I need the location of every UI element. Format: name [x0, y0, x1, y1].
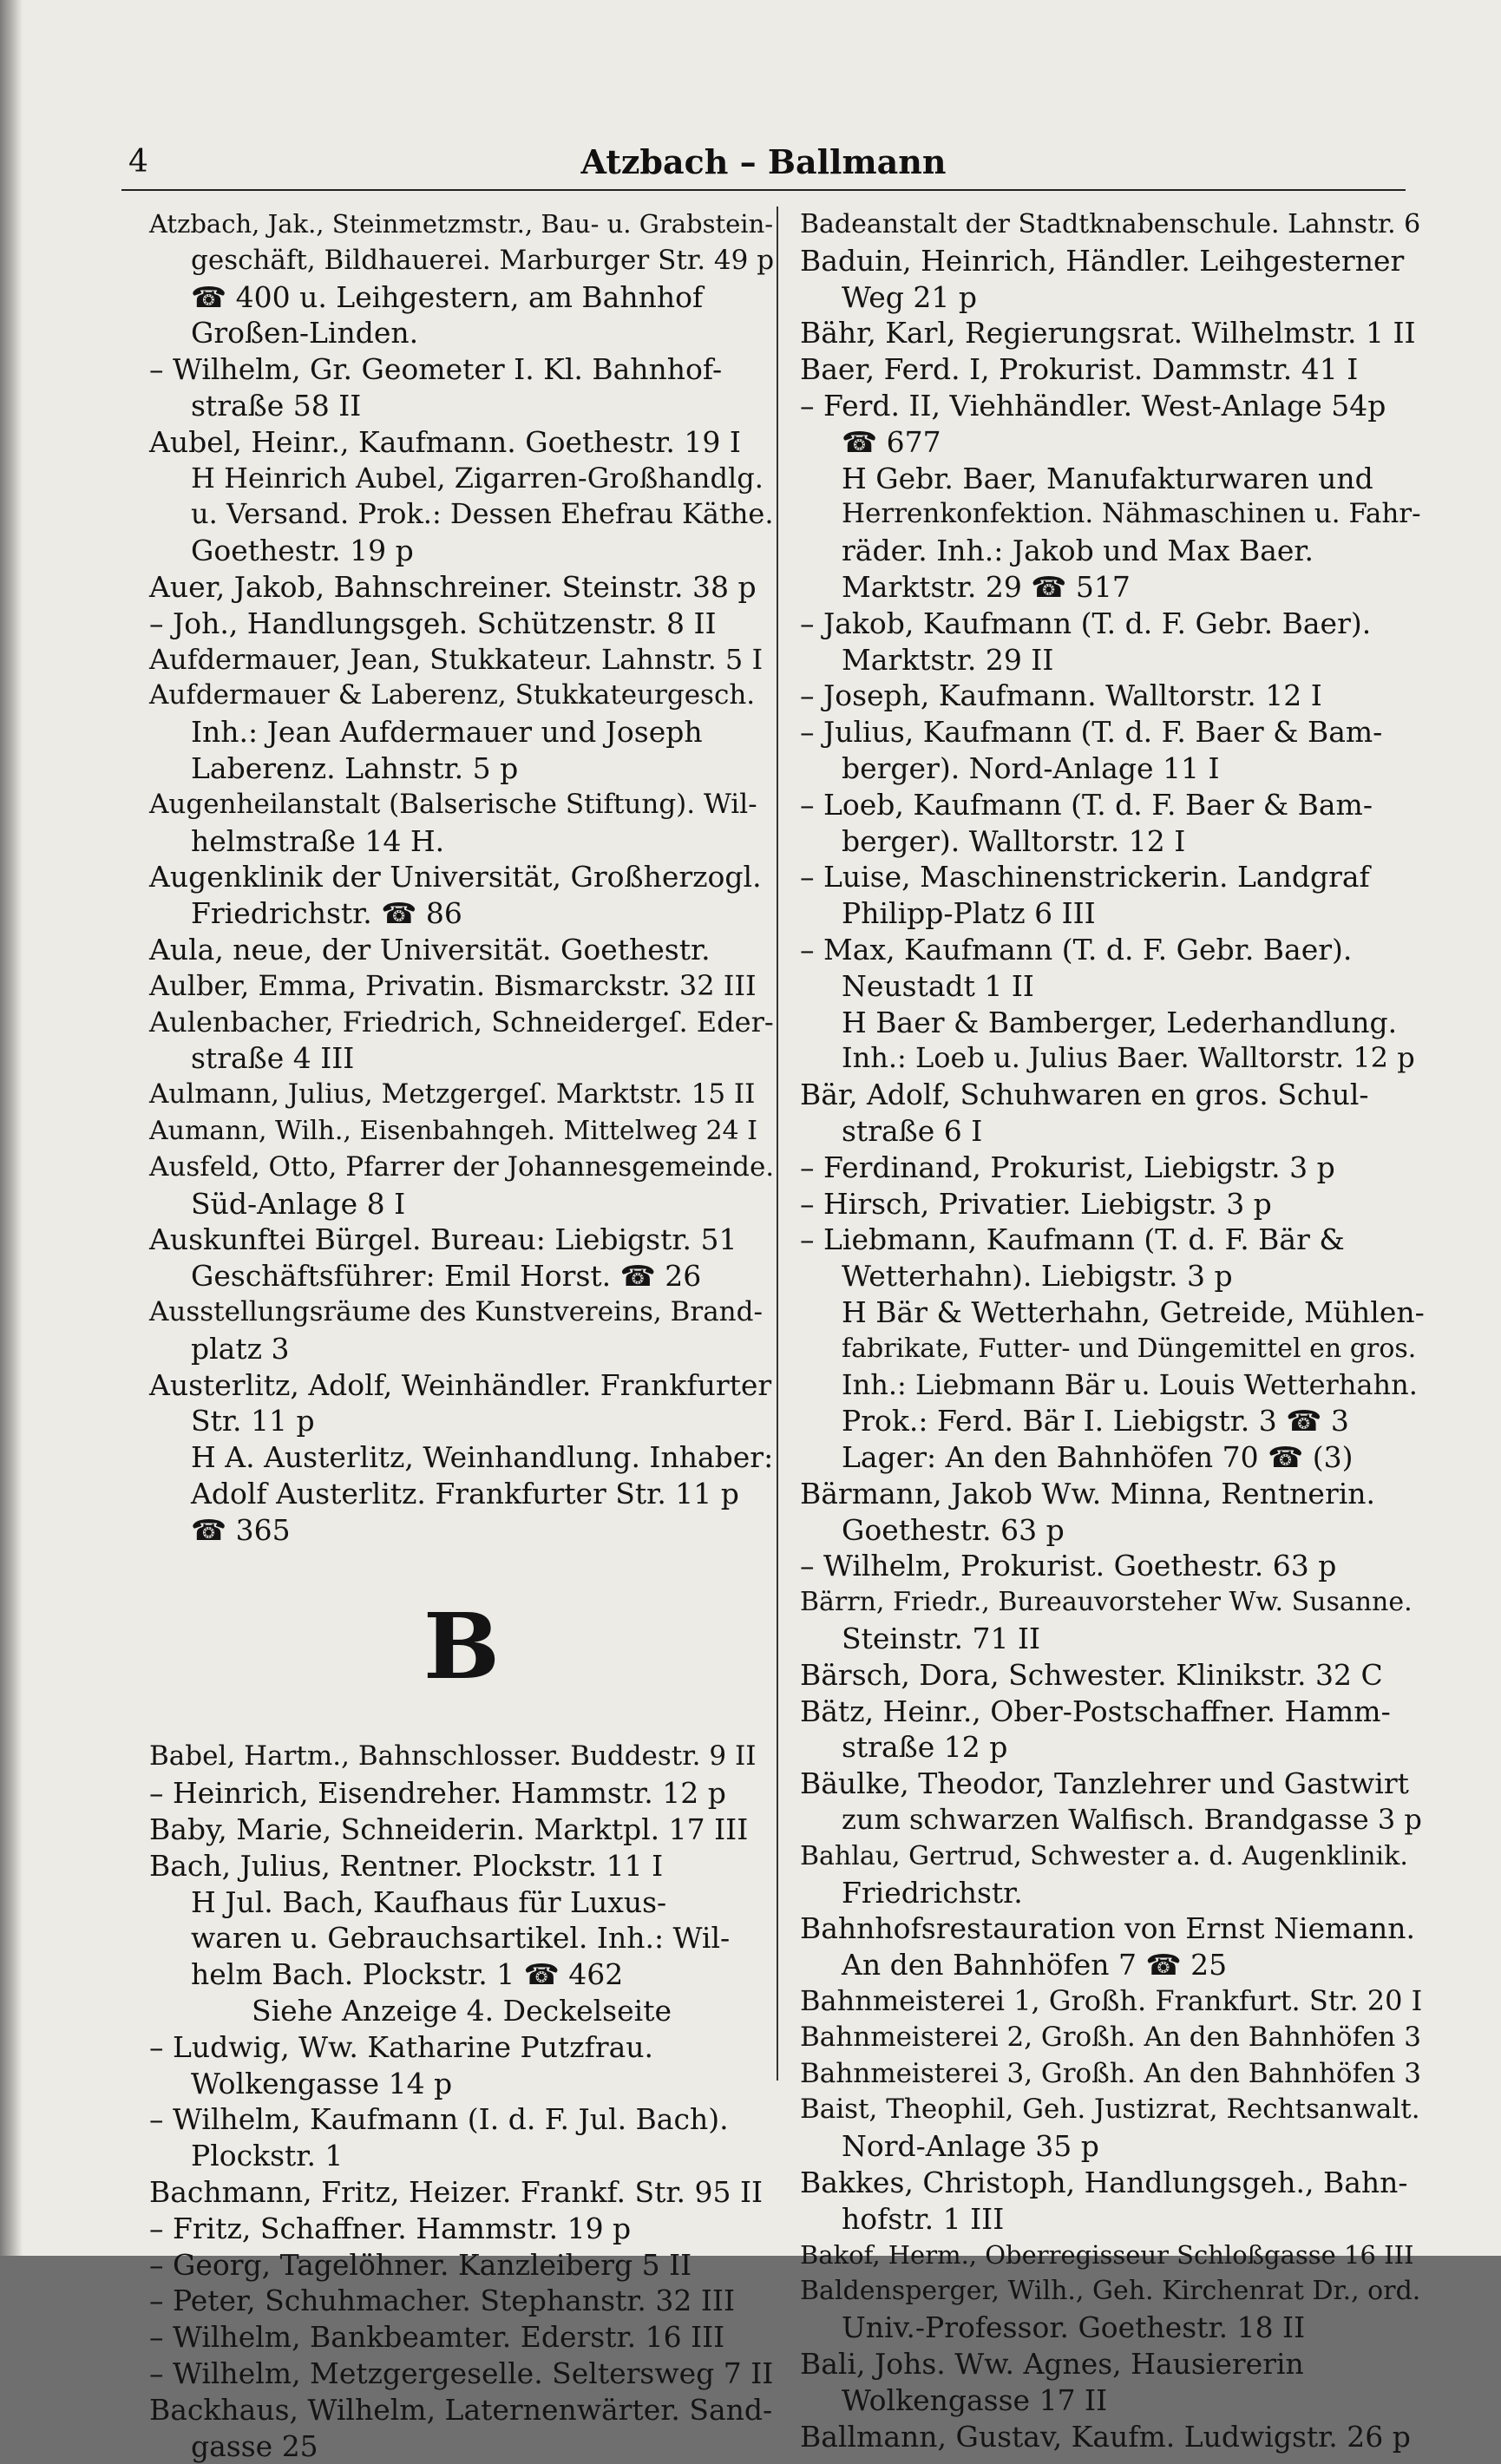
directory-entry-line: – Wilhelm, Prokurist. Goethestr. 63 p [800, 1549, 1337, 1583]
directory-entry-line: – Georg, Tagelöhner. Kanzleiberg 5 II [149, 2247, 692, 2282]
directory-entry-line: straße 4 III [191, 1041, 355, 1076]
directory-entry-line: Aulber, Emma, Privatin. Bismarckstr. 32 III [149, 968, 757, 1002]
directory-entry-line: Bali, Johs. Ww. Agnes, Hausiererin [800, 2347, 1304, 2382]
directory-entry-line: – Peter, Schuhmacher. Stephanstr. 32 III [149, 2284, 735, 2318]
directory-entry-line: Aulenbacher, Friedrich, Schneidergeſ. Eder- [149, 1005, 774, 1039]
directory-entry-line: Bakkes, Christoph, Handlungsgeh., Bahn- [800, 2166, 1408, 2200]
directory-entry-line: Univ.-Professor. Goethestr. 18 II [842, 2310, 1306, 2345]
directory-entry-line: helmstraße 14 H. [191, 823, 445, 858]
directory-entry-line: Plockstr. 1 [191, 2139, 344, 2173]
directory-entry-line: helm Bach. Plockstr. 1 ☎ 462 [191, 1957, 624, 1992]
directory-entry-line: An den Bahnhöfen 7 ☎ 25 [842, 1948, 1228, 1982]
directory-entry-line: Marktstr. 29 II [842, 642, 1054, 677]
left-column [149, 206, 774, 2464]
directory-entry-line: Herrenkonfektion. Nähmaschinen u. Fahr- [842, 498, 1421, 530]
directory-entry-line: Wolkengasse 14 p [191, 2066, 453, 2100]
directory-entry-line: Aulmann, Julius, Metzgergeſ. Marktstr. 15 II [149, 1078, 756, 1111]
directory-entry-line: Baby, Marie, Schneiderin. Marktpl. 17 III [149, 1812, 749, 1847]
directory-entry-line: Laberenz. Lahnstr. 5 p [191, 750, 519, 785]
directory-entry-line: waren u. Gebrauchsartikel. Inh.: Wil- [191, 1921, 731, 1956]
directory-entry-line: – Ludwig, Ww. Katharine Putzfrau. [149, 2029, 654, 2064]
directory-entry-line: ☎ 677 [842, 424, 941, 459]
running-head: Atzbach – Ballmann [580, 142, 947, 181]
directory-entry-line: H Jul. Bach, Kaufhaus für Luxus- [191, 1884, 667, 1919]
directory-entry-line: u. Versand. Prok.: Dessen Ehefrau Käthe. [191, 497, 774, 531]
directory-entry-line: – Luise, Maschinenstrickerin. Landgraf [800, 860, 1370, 895]
directory-entry-line: hofstr. 1 III [842, 2201, 1005, 2236]
directory-entry-line: straße 12 p [842, 1730, 1008, 1765]
directory-entry-line: Bär, Adolf, Schuhwaren en gros. Schul- [800, 1078, 1369, 1112]
directory-entry-line: Wetterhahn). Liebigstr. 3 p [842, 1259, 1233, 1294]
directory-entry-line: Bachmann, Fritz, Heizer. Frankf. Str. 95 II [149, 2175, 764, 2210]
directory-entry-line: Lager: An den Bahnhöfen 70 ☎ (3) [842, 1440, 1354, 1475]
directory-entry-line: Austerlitz, Adolf, Weinhändler. Frankfurter [149, 1367, 772, 1402]
directory-entry-line: Neustadt 1 II [842, 968, 1034, 1003]
directory-entry-line: Bärmann, Jakob Ww. Minna, Rentnerin. [800, 1476, 1376, 1511]
directory-entry-line: straße 58 II [191, 388, 362, 423]
directory-entry-line: ☎ 365 [191, 1512, 291, 1547]
directory-entry-line: räder. Inh.: Jakob und Max Baer. [842, 534, 1314, 568]
directory-entry-line: – Ferd. II, Viehhändler. West-Anlage 54p [800, 388, 1386, 423]
entries-a-group [149, 206, 774, 1548]
directory-entry-line: Bahnmeisterei 2, Großh. An den Bahnhöfen 3 [800, 2021, 1421, 2053]
directory-entry-line: Großen-Linden. [191, 316, 419, 351]
directory-entry-line: – Heinrich, Eisendreher. Hammstr. 12 p [149, 1776, 726, 1811]
directory-entry-line: Badeanstalt der Stadtknabenschule. Lahnstr. 6 [800, 209, 1421, 239]
directory-entry-line: Augenheilanstalt (Balserische Stiftung). Wil- [149, 788, 757, 820]
directory-entry-line: – Hirsch, Privatier. Liebigstr. 3 p [800, 1186, 1272, 1221]
directory-entry-line: ☎ 400 u. Leihgestern, am Bahnhof [191, 279, 704, 314]
directory-entry-line: – Joh., Handlungsgeh. Schützenstr. 8 II [149, 606, 717, 640]
directory-entry-line: – Joseph, Kaufmann. Walltorstr. 12 I [800, 678, 1322, 713]
directory-entry-line: H Baer & Bamberger, Lederhandlung. [842, 1005, 1398, 1039]
directory-entry-line: Goethestr. 63 p [842, 1512, 1065, 1547]
directory-entry-line: Ballmann, Gustav, Kaufm. Ludwigstr. 26 p [800, 2419, 1411, 2454]
directory-entry-line: Baer, Ferd. I, Prokurist. Dammstr. 41 I [800, 352, 1359, 387]
directory-entry-line: Bach, Julius, Rentner. Plockstr. 11 I [149, 1848, 664, 1883]
directory-entry-line: Ausfeld, Otto, Pfarrer der Johannesgemeinde. [149, 1150, 775, 1183]
directory-entry-line: Baduin, Heinrich, Händler. Leihgesterner [800, 243, 1405, 278]
directory-entry-line: Bahnmeisterei 3, Großh. An den Bahnhöfen 3 [800, 2057, 1421, 2089]
entries-right-group [800, 206, 1425, 2454]
directory-entry-line: Goethestr. 19 p [191, 534, 414, 568]
directory-entry-line: H A. Austerlitz, Weinhandlung. Inhaber: [191, 1440, 774, 1475]
directory-entry-line: Backhaus, Wilhelm, Laternenwärter. Sand- [149, 2392, 773, 2427]
directory-entry-line: Babel, Hartm., Bahnschlosser. Buddestr. 9 II [149, 1740, 757, 1773]
directory-entry-line: H Gebr. Baer, Manufakturwaren und [842, 461, 1373, 495]
column-divider [777, 206, 778, 2081]
directory-entry-line: Friedrichstr. [842, 1875, 1023, 1910]
directory-entry-line: – Max, Kaufmann (T. d. F. Gebr. Baer). [800, 932, 1353, 967]
directory-entry-line: Bahnmeisterei 1, Großh. Frankfurt. Str. 20 I [800, 1984, 1423, 2018]
directory-entry-line: H Heinrich Aubel, Zigarren-Großhandlg. [191, 461, 764, 495]
directory-entry-line: Bähr, Karl, Regierungsrat. Wilhelmstr. 1 II [800, 316, 1416, 351]
directory-entry-line: Bakof, Herm., Oberregisseur Schloßgasse 16 III [800, 2239, 1414, 2270]
directory-entry-line: Marktstr. 29 ☎ 517 [842, 569, 1131, 604]
directory-entry-line: Bärsch, Dora, Schwester. Klinikstr. 32 C [800, 1657, 1383, 1692]
directory-entry-line: berger). Walltorstr. 12 I [842, 823, 1186, 858]
directory-entry-line: – Wilhelm, Bankbeamter. Ederstr. 16 III [149, 2320, 725, 2355]
directory-entry-line: Bahnhofsrestauration von Ernst Niemann. [800, 1911, 1415, 1946]
page-number: 4 [128, 144, 148, 180]
directory-entry-line: Prok.: Ferd. Bär I. Liebigstr. 3 ☎ 3 [842, 1404, 1349, 1438]
directory-entry-line: Philipp-Platz 6 III [842, 896, 1096, 931]
directory-entry-line: Geschäftsführer: Emil Horst. ☎ 26 [191, 1259, 702, 1294]
directory-entry-line: Bätz, Heinr., Ober-Postschaffner. Hamm- [800, 1694, 1391, 1728]
directory-entry-line: Wolkengasse 17 II [842, 2382, 1108, 2417]
directory-entry-line: – Wilhelm, Metzgergeselle. Seltersweg 7 II [149, 2356, 774, 2391]
directory-entry-line: Baist, Theophil, Geh. Justizrat, Rechtsanwalt. [800, 2094, 1420, 2126]
directory-entry-line: Friedrichstr. ☎ 86 [191, 896, 462, 931]
directory-entry-line: Aufdermauer & Laberenz, Stukkateurgesch. [149, 679, 756, 711]
directory-entry-line: Bahlau, Gertrud, Schwester a. d. Augenklinik. [800, 1840, 1408, 1871]
directory-entry-line: Nord-Anlage 35 p [842, 2129, 1099, 2164]
directory-entry-line: Bärrn, Friedr., Bureauvorsteher Ww. Susanne. [800, 1587, 1413, 1618]
directory-entry-line: Auskunftei Bürgel. Bureau: Liebigstr. 51 [149, 1222, 737, 1257]
directory-entry-line: Weg 21 p [842, 279, 977, 314]
directory-entry-line: Inh.: Loeb u. Julius Baer. Walltorstr. 12 p [842, 1041, 1415, 1075]
directory-entry-line: Steinstr. 71 II [842, 1622, 1041, 1656]
directory-entry-line: Ausstellungsräume des Kunstvereins, Brand- [149, 1295, 763, 1327]
directory-entry-line: fabrikate, Futter- und Düngemittel en gros. [842, 1333, 1417, 1364]
directory-entry-line: geschäft, Bildhauerei. Marburger Str. 49 p [191, 244, 775, 276]
directory-entry-line: Aumann, Wilh., Eisenbahngeh. Mittelweg 24 I [149, 1115, 758, 1146]
directory-entry-line: gasse 25 [191, 2428, 318, 2463]
directory-entry-line: zum schwarzen Walfisch. Brandgasse 3 p [842, 1803, 1422, 1837]
directory-entry-line: Aubel, Heinr., Kaufmann. Goethestr. 19 I [149, 424, 741, 459]
directory-entry-line: Auer, Jakob, Bahnschreiner. Steinstr. 38 p [149, 569, 757, 604]
directory-entry-line: – Loeb, Kaufmann (T. d. F. Baer & Bam- [800, 787, 1373, 822]
directory-entry-line: Adolf Austerlitz. Frankfurter Str. 11 p [191, 1476, 739, 1511]
directory-entry-line: – Jakob, Kaufmann (T. d. F. Gebr. Baer). [800, 606, 1372, 640]
directory-entry-line: Atzbach, Jak., Steinmetzmstr., Bau- u. Grabstein- [149, 209, 774, 239]
right-column [800, 206, 1425, 2454]
directory-entry-line: – Fritz, Schaffner. Hammstr. 19 p [149, 2211, 632, 2245]
directory-entry-line: – Liebmann, Kaufmann (T. d. F. Bär & [800, 1222, 1345, 1257]
directory-entry-line: Aufdermauer, Jean, Stukkateur. Lahnstr. 5 I [149, 642, 764, 676]
letter-heading: B [423, 1593, 500, 1701]
directory-entry-line: – Wilhelm, Kaufmann (I. d. F. Jul. Bach). [149, 2102, 729, 2137]
directory-entry-line: Inh.: Liebmann Bär u. Louis Wetterhahn. [842, 1367, 1418, 1401]
directory-entry-line: Süd-Anlage 8 I [191, 1186, 406, 1221]
directory-entry-line: straße 6 I [842, 1113, 983, 1148]
directory-entry-line: Baldensperger, Wilh., Geh. Kirchenrat Dr., ord. [800, 2276, 1421, 2307]
directory-entry-line: Siehe Anzeige 4. Deckelseite [252, 1994, 672, 2028]
directory-entry-line: – Ferdinand, Prokurist, Liebigstr. 3 p [800, 1150, 1335, 1184]
directory-entry-line: H Bär & Wetterhahn, Getreide, Mühlen- [842, 1294, 1425, 1329]
entries-b-group [149, 1739, 774, 2464]
directory-entry-line: Aula, neue, der Universität. Goethestr. [149, 932, 711, 967]
directory-entry-line: Str. 11 p [191, 1404, 315, 1438]
page-header [121, 137, 1406, 191]
directory-entry-line: – Julius, Kaufmann (T. d. F. Baer & Bam- [800, 715, 1383, 750]
directory-entry-line: platz 3 [191, 1331, 290, 1366]
directory-entry-line: – Wilhelm, Gr. Geometer I. Kl. Bahnhof- [149, 352, 723, 387]
directory-entry-line: Bäulke, Theodor, Tanzlehrer und Gastwirt [800, 1766, 1409, 1801]
directory-entry-line: Augenklinik der Universität, Großherzogl. [149, 860, 762, 895]
directory-entry-line: Inh.: Jean Aufdermauer und Joseph [191, 715, 703, 750]
directory-entry-line: berger). Nord-Anlage 11 I [842, 750, 1220, 785]
